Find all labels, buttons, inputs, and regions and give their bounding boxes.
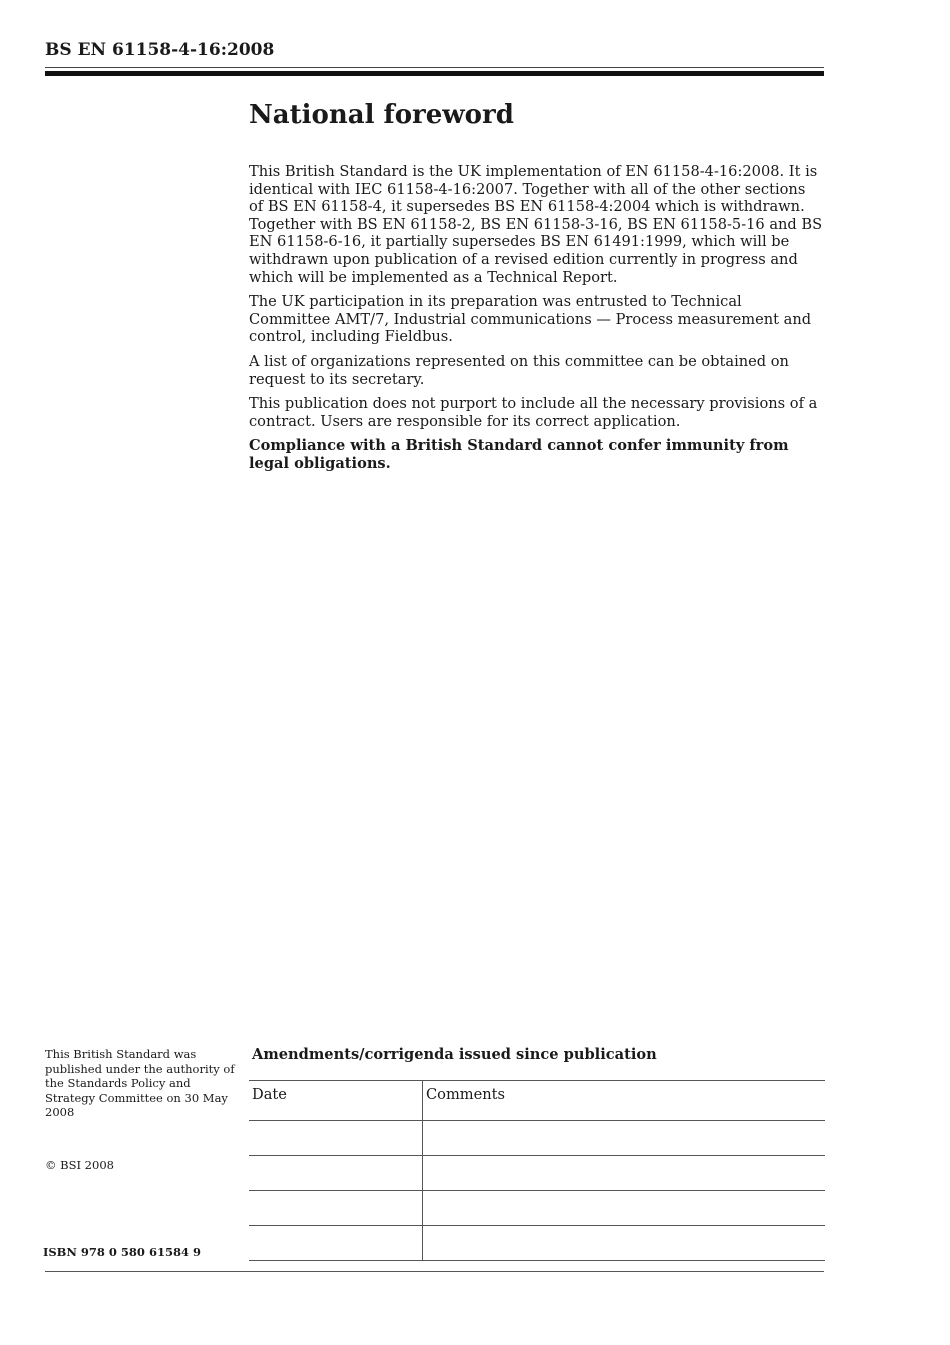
table-cell-date [249,1191,423,1226]
table-cell-date [249,1156,423,1191]
column-header-comments: Comments [423,1081,826,1121]
table-cell-date [249,1121,423,1156]
paragraph-committee: The UK participation in its preparation was entrusted to Technical Committee AMT/7, Industrial communications — Process measurement and control, including Fieldbus. [249,293,812,346]
paragraph-implementation: This British Standard is the UK implementation of EN 61158-4-16:2008. It is identical with IEC 61158-4-16:2007. Together with all of the other sections of BS EN 61158-4, it supersedes BS EN 61158-4:2004 which is withdrawn. Together with BS EN 61158-2, BS EN 61158-3-16, BS EN 61158-5-16 and BS EN 61158-6-16, it partially supersedes BS EN 61491:1999, which will be withdrawn upon publication of a revised edition currently in progress and which will be implemented as a Technical Report. [249,163,823,286]
isbn-number: ISBN 978 0 580 61584 9 [43,1245,201,1259]
table-cell-comments [423,1226,826,1261]
table-header-row [249,1081,825,1121]
table-row [249,1121,825,1156]
column-header-date: Date [249,1081,423,1121]
header-rule-thin [45,67,824,68]
paragraph-provisions: This publication does not purport to include all the necessary provisions of a contract. Users are responsible for its correct application. [249,395,818,430]
table-row [249,1191,825,1226]
compliance-note: Compliance with a British Standard cannot confer immunity from legal obligations. [249,437,789,472]
table-cell-comments [423,1156,826,1191]
table-cell-comments [423,1121,826,1156]
document-id: BS EN 61158-4-16:2008 [45,40,275,60]
table-row [249,1226,825,1261]
footer-rule [45,1271,824,1272]
table-cell-comments [423,1191,826,1226]
page-title: National foreword [249,100,514,130]
publication-note: This British Standard was published under the authority of the Standards Policy and Strategy Committee on 30 May 2008 [45,1047,235,1119]
amendments-table [249,1080,825,1261]
copyright-notice: © BSI 2008 [45,1158,114,1172]
amendments-heading: Amendments/corrigenda issued since publication [252,1046,657,1063]
header-rule-thick [45,71,824,76]
table-cell-date [249,1226,423,1261]
foreword-body [249,163,824,480]
table-row [249,1156,825,1191]
paragraph-organizations: A list of organizations represented on this committee can be obtained on request to its secretary. [249,352,789,388]
